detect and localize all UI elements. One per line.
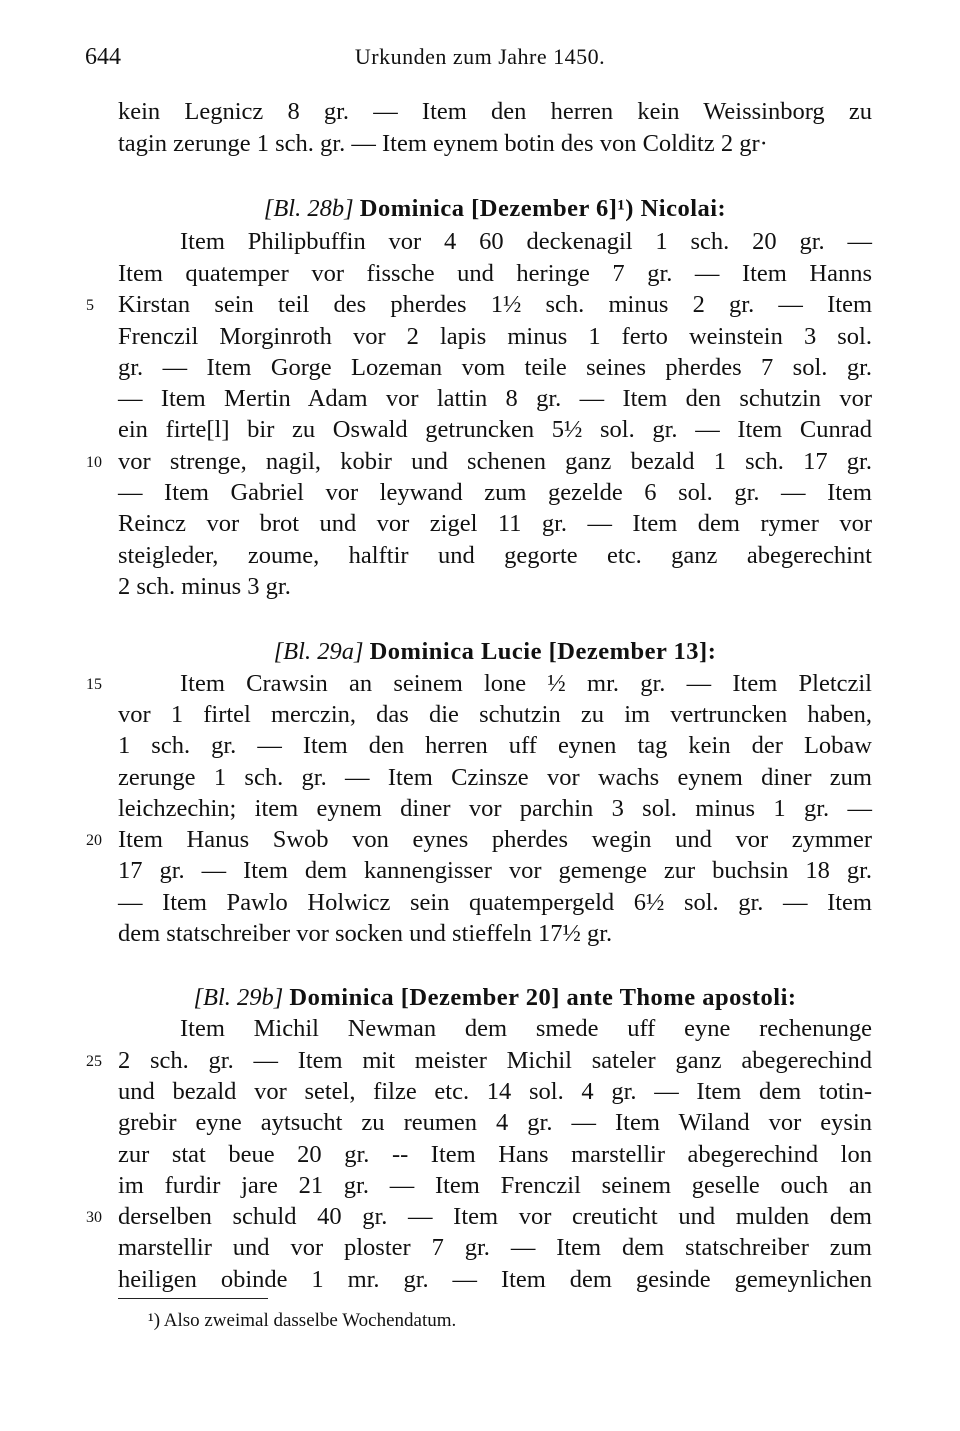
line-number: 25 xyxy=(86,1053,102,1070)
folio-reference: [Bl. 28b] xyxy=(263,195,354,222)
text-line: Reincz vor brot und vor zigel 11 gr. — Item dem rymer vor xyxy=(118,510,872,537)
text-line: Item Michil Newman dem smede uff eyne rechenunge xyxy=(180,1015,872,1042)
text-line: Kirstan sein teil des pherdes 1½ sch. minus 2 gr. — Item xyxy=(118,291,872,318)
text-line: ein firte[l] bir zu Oswald getruncken 5½ sol. gr. — Item Cunrad xyxy=(118,416,872,443)
text-line: dem statschreiber vor socken und stieffeln 17½ gr. xyxy=(118,920,613,947)
section-heading xyxy=(118,193,872,225)
text-line: leichzechin; item eynem diner vor parchin 3 sol. minus 1 gr. — xyxy=(118,795,872,822)
text-line: steigleder, zoume, halftir und gegorte etc. ganz abegerechint xyxy=(118,542,872,569)
heading-text: Dominica [Dezember 6]¹) Nicolai: xyxy=(359,195,727,222)
text-line: 1 sch. gr. — Item den herren uff eynen tag kein der Lobaw xyxy=(118,732,872,759)
text-line: — Item Pawlo Holwicz sein quatempergeld 6½ sol. gr. — Item xyxy=(118,889,872,916)
text-line: Item Philipbuffin vor 4 60 deckenagil 1 sch. 20 gr. — xyxy=(180,228,872,255)
heading-text: Dominica [Dezember 20] ante Thome apostoli: xyxy=(289,984,797,1011)
text-line: Item quatemper vor fissche und heringe 7 gr. — Item Hanns xyxy=(118,260,872,287)
footnote-divider xyxy=(118,1298,268,1299)
line-number: 30 xyxy=(86,1209,102,1226)
folio-reference: [Bl. 29a] xyxy=(273,638,364,665)
text-line: vor 1 firtel merczin, das die schutzin zu im vertruncken haben, xyxy=(118,701,872,728)
line-number: 20 xyxy=(86,832,102,849)
text-line: gr. — Item Gorge Lozeman vom teile seines pherdes 7 sol. gr. xyxy=(118,354,872,381)
text-line: Item Crawsin an seinem lone ½ mr. gr. — Item Pletczil xyxy=(180,670,872,697)
text-line: grebir eyne aytsucht zu reumen 4 gr. — Item Wiland vor eysin xyxy=(118,1109,872,1136)
text-line: vor strenge, nagil, kobir und schenen ganz bezald 1 sch. 17 gr. xyxy=(118,448,872,475)
text-line: im furdir jare 21 gr. — Item Frenczil seinem geselle ouch an xyxy=(118,1172,872,1199)
text-line: und bezald vor setel, filze etc. 14 sol. 4 gr. — Item dem totin- xyxy=(118,1078,872,1105)
text-line: — Item Gabriel vor leywand zum gezelde 6 sol. gr. — Item xyxy=(118,479,872,506)
folio-reference: [Bl. 29b] xyxy=(193,984,284,1011)
text-line: kein Legnicz 8 gr. — Item den herren kein Weissinborg zu xyxy=(118,98,872,125)
page-number: 644 xyxy=(85,44,121,70)
line-number: 10 xyxy=(86,454,102,471)
heading-text: Dominica Lucie [Dezember 13]: xyxy=(369,638,717,665)
line-number: 5 xyxy=(86,297,94,314)
line-number: 15 xyxy=(86,676,102,693)
text-line: tagin zerunge 1 sch. gr. — Item eynem botin des von Colditz 2 gr· xyxy=(118,130,768,157)
text-line: 2 sch. gr. — Item mit meister Michil sateler ganz abegerechind xyxy=(118,1047,872,1074)
text-line: — Item Mertin Adam vor lattin 8 gr. — Item den schutzin vor xyxy=(118,385,872,412)
text-line: Frenczil Morginroth vor 2 lapis minus 1 ferto weinstein 3 sol. xyxy=(118,323,872,350)
text-line: Item Hanus Swob von eynes pherdes wegin und vor zymmer xyxy=(118,826,872,853)
text-line: zerunge 1 sch. gr. — Item Czinsze vor wachs eynem diner zum xyxy=(118,764,872,791)
text-line: heiligen obinde 1 mr. gr. — Item dem gesinde gemeynlichen xyxy=(118,1266,872,1293)
text-line: 17 gr. — Item dem kannengisser vor gemenge zur buchsin 18 gr. xyxy=(118,857,872,884)
running-title: Urkunden zum Jahre 1450. xyxy=(354,44,606,69)
text-line: zur stat beue 20 gr. -- Item Hans marstellir abegerechind lon xyxy=(118,1141,872,1168)
text-line: marstellir und vor ploster 7 gr. — Item dem statschreiber zum xyxy=(118,1234,872,1261)
section-heading xyxy=(118,636,872,668)
section-heading xyxy=(118,982,872,1014)
text-line: 2 sch. minus 3 gr. xyxy=(118,573,291,600)
text-line: derselben schuld 40 gr. — Item vor creuticht und mulden dem xyxy=(118,1203,872,1230)
footnote: ¹) Also zweimal dasselbe Wochendatum. xyxy=(148,1310,457,1331)
